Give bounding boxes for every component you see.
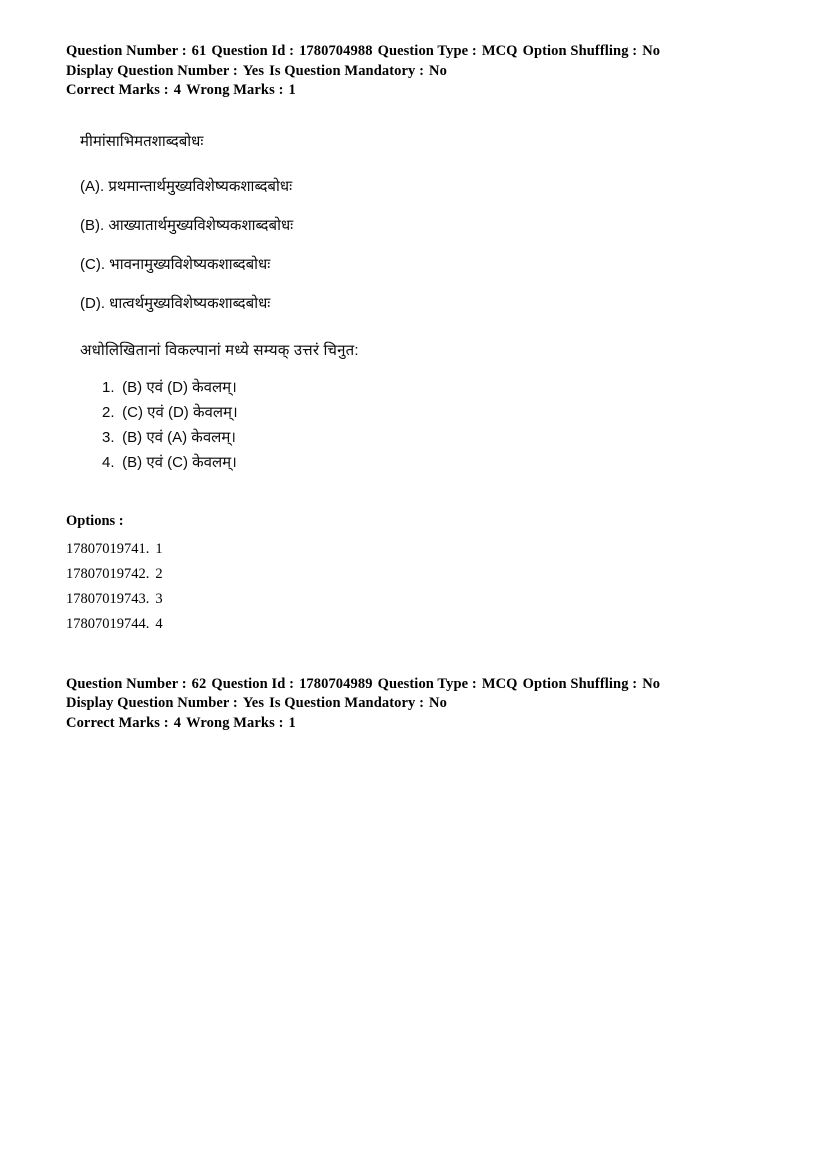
question-prompt: अधोलिखितानां विकल्पानां मध्ये सम्यक् उत्तरं चिनुत: — [80, 341, 359, 359]
answer-choice-2-text: (C) एवं (D) केवलम्। — [122, 403, 238, 421]
answer-choice-3[interactable] — [102, 425, 766, 450]
answer-choice-3-number: 3. — [102, 428, 115, 446]
display-question-number-value: Yes — [242, 62, 265, 79]
question-61-meta — [66, 42, 766, 101]
is-question-mandatory-label: Is Question Mandatory : — [269, 695, 425, 711]
correct-marks-label: Correct Marks : — [66, 82, 169, 98]
question-stem: मीमांसाभिमतशाब्दबोधः — [80, 132, 204, 150]
question-type-value: MCQ — [481, 43, 518, 59]
question-62-meta-line-3 — [66, 714, 766, 734]
wrong-marks-value: 1 — [288, 82, 296, 98]
is-question-mandatory-label: Is Question Mandatory : — [269, 62, 425, 79]
option-row-2-number: 2 — [155, 565, 163, 582]
option-row-4-id: 17807019744. — [66, 615, 150, 632]
answer-choice-1-text: (B) एवं (D) केवलम्। — [122, 378, 237, 396]
document-content — [66, 42, 766, 733]
options-id-list — [66, 537, 766, 637]
correct-marks-label: Correct Marks : — [66, 714, 169, 731]
question-number-label: Question Number : — [66, 43, 187, 59]
options-heading: Options : — [66, 512, 124, 529]
option-row-3 — [66, 587, 766, 612]
question-number-label: Question Number : — [66, 675, 187, 692]
display-question-number-label: Display Question Number : — [66, 695, 238, 711]
display-question-number-value: Yes — [242, 695, 265, 711]
option-row-4-number: 4 — [155, 615, 163, 632]
question-id-label: Question Id : — [211, 675, 295, 692]
question-number-value: 61 — [191, 43, 207, 59]
option-row-1-id: 17807019741. — [66, 540, 150, 557]
question-id-label: Question Id : — [211, 43, 295, 59]
answer-choice-4-number: 4. — [102, 453, 115, 471]
option-row-2 — [66, 562, 766, 587]
option-shuffling-label: Option Shuffling : — [522, 675, 638, 692]
is-question-mandatory-value: No — [429, 62, 447, 79]
option-shuffling-label: Option Shuffling : — [522, 43, 638, 59]
question-id-value: 1780704988 — [299, 43, 373, 59]
statement-b: (B). आख्यातार्थमुख्यविशेष्यकशाब्दबोधः — [80, 216, 294, 234]
question-61-body — [66, 131, 766, 475]
statement-c: (C). भावनामुख्यविशेष्यकशाब्दबोधः — [80, 255, 271, 273]
question-type-value: MCQ — [481, 675, 518, 692]
question-id-value: 1780704989 — [299, 675, 373, 692]
question-type-label: Question Type : — [377, 43, 477, 59]
statement-d: (D). धात्वर्थमुख्यविशेष्यकशाब्दबोधः — [80, 294, 271, 312]
question-61-meta-line-2 — [66, 62, 766, 82]
option-row-3-number: 3 — [155, 590, 163, 607]
option-row-1 — [66, 537, 766, 562]
question-number-value: 62 — [191, 675, 207, 692]
answer-choice-1[interactable] — [102, 375, 766, 400]
answer-choice-4-text: (B) एवं (C) केवलम्। — [122, 453, 237, 471]
option-row-4 — [66, 612, 766, 637]
option-row-2-id: 17807019742. — [66, 565, 150, 582]
statement-a: (A). प्रथमान्तार्थमुख्यविशेष्यकशाब्दबोधः — [80, 177, 293, 195]
correct-marks-value: 4 — [173, 82, 182, 98]
option-shuffling-value: No — [642, 675, 661, 692]
correct-marks-value: 4 — [173, 714, 182, 731]
question-61-meta-line-3 — [66, 81, 766, 101]
answer-choice-3-text: (B) एवं (A) केवलम्। — [122, 428, 236, 446]
question-62-meta — [66, 675, 766, 734]
question-62-meta-line-2 — [66, 694, 766, 714]
question-62-meta-line-1 — [66, 675, 766, 695]
wrong-marks-label: Wrong Marks : — [186, 714, 284, 731]
display-question-number-label: Display Question Number : — [66, 62, 238, 79]
answer-choice-list — [80, 375, 766, 475]
question-61-meta-line-1 — [66, 42, 766, 62]
wrong-marks-label: Wrong Marks : — [186, 82, 284, 98]
is-question-mandatory-value: No — [429, 695, 447, 711]
answer-choice-1-number: 1. — [102, 378, 115, 396]
answer-choice-2-number: 2. — [102, 403, 115, 421]
option-row-3-id: 17807019743. — [66, 590, 150, 607]
answer-choice-2[interactable] — [102, 400, 766, 425]
option-row-1-number: 1 — [155, 540, 163, 557]
option-shuffling-value: No — [642, 43, 661, 59]
wrong-marks-value: 1 — [288, 714, 296, 731]
answer-choice-4[interactable] — [102, 450, 766, 475]
question-type-label: Question Type : — [377, 675, 477, 692]
